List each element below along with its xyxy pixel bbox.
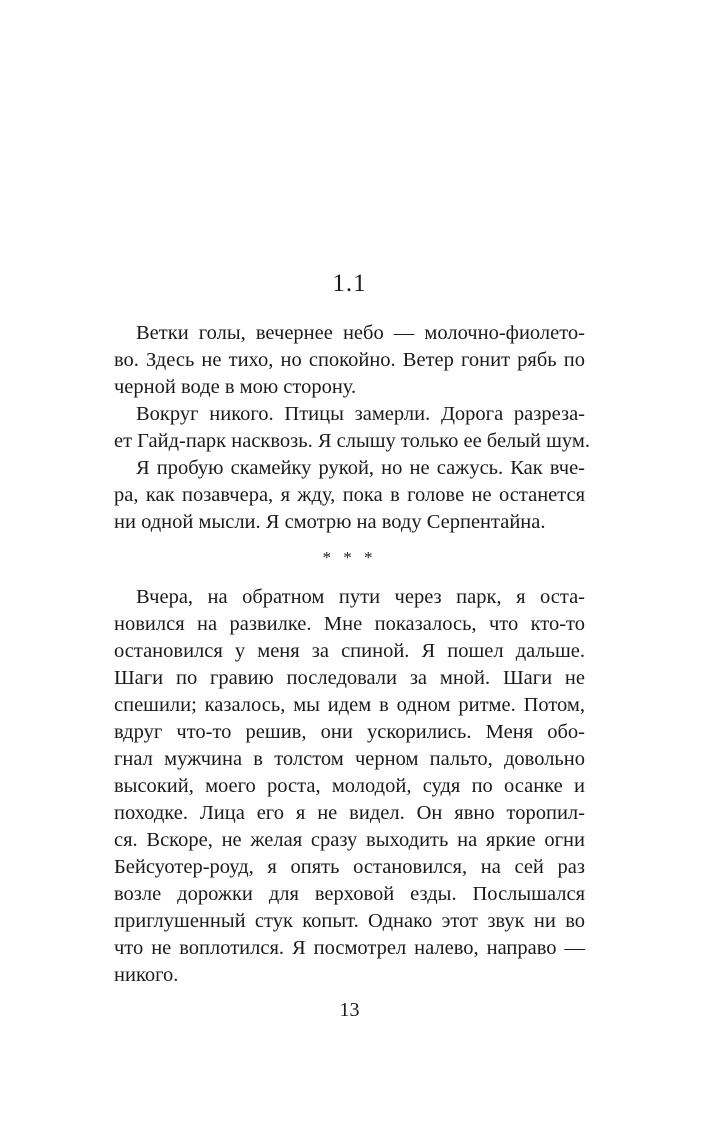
text-line: что не воплотился. Я посмотрел налево, направо — <box>114 937 585 959</box>
text-line: гнал мужчина в толстом черном пальто, довольно <box>114 748 585 770</box>
chapter-heading: 1.1 <box>332 270 367 297</box>
page-number: 13 <box>339 999 360 1021</box>
text-line: походке. Лица его я не видел. Он явно торопил- <box>114 802 585 824</box>
text-line: Я пробую скамейку рукой, но не сажусь. Как вче- <box>136 457 585 479</box>
text-line: ет Гайд-парк насквозь. Я слышу только ее белый шум. <box>114 430 591 452</box>
text-line: во. Здесь не тихо, но спокойно. Ветер гонит рябь по <box>114 349 585 371</box>
text-line: новился на развилке. Мне показалось, что кто-то <box>114 613 585 635</box>
text-line: Вокруг никого. Птицы замерли. Дорога разреза- <box>136 403 585 425</box>
text-line: ся. Вскоре, не желая сразу выходить на яркие огни <box>114 829 585 851</box>
text-line: Вчера, на обратном пути через парк, я оста- <box>136 586 585 608</box>
text-line: остановился у меня за спиной. Я пошел дальше. <box>114 640 585 662</box>
text-line: возле дорожки для верховой езды. Послышался <box>114 883 585 905</box>
text-block-after-separator <box>114 584 585 989</box>
text-line: ра, как позавчера, я жду, пока в голове не останется <box>114 484 585 506</box>
text-line: приглушенный стук копыт. Однако этот звук ни во <box>114 910 585 932</box>
text-line: Шаги по гравию последовали за мной. Шаги не <box>114 667 585 689</box>
text-line: высокий, моего роста, молодой, судя по осанке и <box>114 775 585 797</box>
text-line: вдруг что-то решив, они ускорились. Меня обо- <box>114 721 585 743</box>
text-line: Бейсуотер-роуд, я опять остановился, на сей раз <box>114 856 585 878</box>
text-line: Ветки голы, вечернее небо — молочно-фиолето- <box>136 322 585 344</box>
text-line: ни одной мысли. Я смотрю на воду Серпентайна. <box>114 511 546 533</box>
text-line: черной воде в мою сторону. <box>114 376 357 398</box>
book-page <box>114 0 591 1122</box>
text-block-before-separator <box>114 320 591 536</box>
text-line: никого. <box>114 964 179 986</box>
section-separator: * * * <box>322 548 377 567</box>
text-line: спешили; казалось, мы идем в одном ритме. Потом, <box>114 694 585 716</box>
